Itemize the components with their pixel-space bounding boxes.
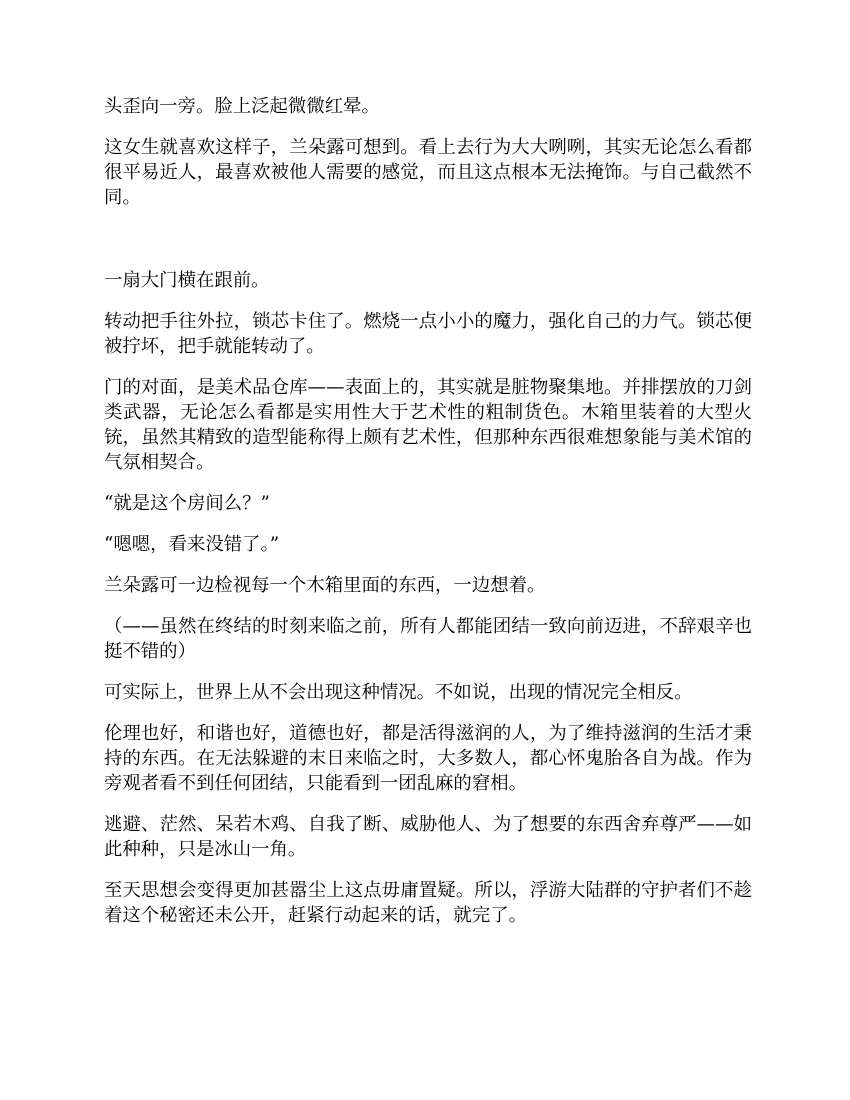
paragraph: 头歪向一旁。脸上泛起微微红晕。 xyxy=(104,96,380,117)
paragraph: 一扇大门横在跟前。 xyxy=(104,270,270,291)
paragraph: 至天思想会变得更加甚嚣尘上这点毋庸置疑。所以，浮游大陆群的守护者们不趁着这个秘密还未公开，赶紧行动起来的话，就完了。 xyxy=(104,880,752,926)
paragraph: “嗯嗯，看来没错了。” xyxy=(104,534,280,555)
paragraph: 门的对面，是美术品仓库——表面上的，其实就是脏物聚集地。并排摆放的刀剑类武器，无论怎么看都是实用性大于艺术性的粗制货色。木箱里装着的大型火铳，虽然其精致的造型能称得上颇有艺术性，但那种东西很难想象能与美术馆的气氛相契合。 xyxy=(104,377,752,473)
paragraph: 逃避、茫然、呆若木鸡、自我了断、威胁他人、为了想要的东西舍弃尊严——如此种种，只是冰山一角。 xyxy=(104,814,752,860)
paragraph: 可实际上，世界上从不会出现这种情况。不如说，出现的情况完全相反。 xyxy=(104,682,693,703)
paragraph: “就是这个房间么？” xyxy=(104,493,270,514)
paragraph: 兰朵露可一边检视每一个木箱里面的东西，一边想着。 xyxy=(104,575,546,596)
paragraph: 转动把手往外拉，锁芯卡住了。燃烧一点小小的魔力，强化自己的力气。锁芯便被拧坏，把手就能转动了。 xyxy=(104,311,752,357)
paragraph: （——虽然在终结的时刻来临之前，所有人都能团结一致向前迈进，不辞艰辛也挺不错的） xyxy=(104,616,752,662)
paragraph: 这女生就喜欢这样子，兰朵露可想到。看上去行为大大咧咧，其实无论怎么看都很平易近人，最喜欢被他人需要的感觉，而且这点根本无法掩饰。与自己截然不同。 xyxy=(104,137,752,208)
paragraph: 伦理也好，和谐也好，道德也好，都是活得滋润的人，为了维持滋润的生活才秉持的东西。在无法躲避的末日来临之时，大多数人，都心怀鬼胎各自为战。作为旁观者看不到任何团结，只能看到一团乱麻的窘相。 xyxy=(104,723,752,794)
document-body xyxy=(104,94,752,944)
